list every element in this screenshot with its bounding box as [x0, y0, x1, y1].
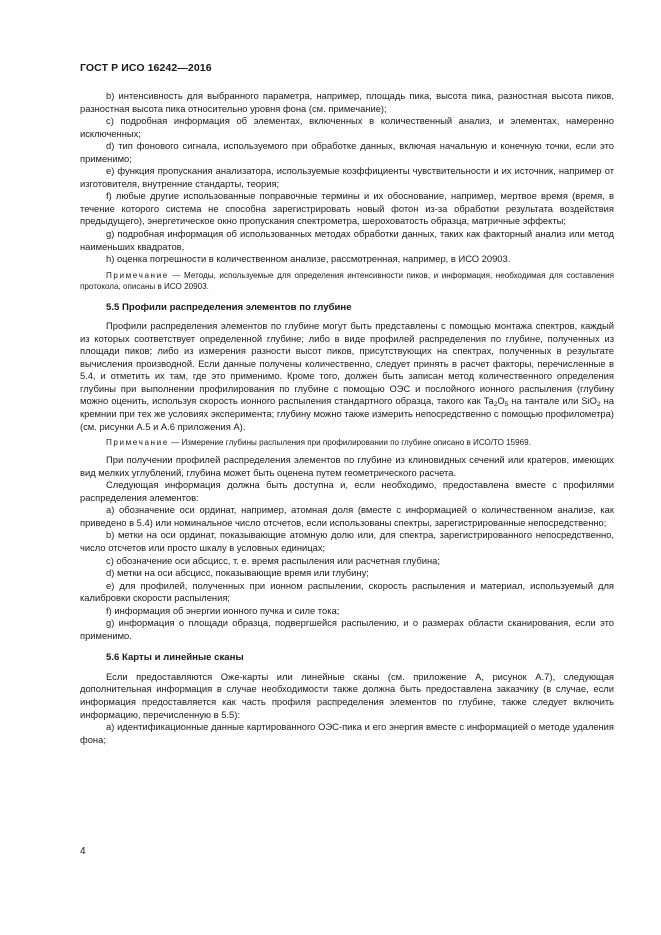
list-item: g) информация о площади образца, подвергшейся распылению, и о размерах области сканирования, если это применимо. — [80, 617, 614, 641]
document-body — [80, 90, 614, 746]
list-item: b) метки на оси ординат, показывающие атомную долю или, для спектра, зарегистрированного непосредственно, число отсчетов или просто шкалу в условных единицах; — [80, 529, 614, 553]
paragraph: Следующая информация должна быть доступна и, если необходимо, предоставлена вместе с профилями распределения элементов: — [80, 479, 614, 503]
list-item: h) оценка погрешности в количественном анализе, рассмотренная, например, в ИСО 20903. — [106, 253, 511, 265]
paragraph: Если предоставляются Оже-карты или линейные сканы (см. приложение А, рисунок А.7), следующая дополнительная информация в случае необходимости также должна быть предоставлена заказчику (в случае, если информация предоставляется как часть профиля распределения элементов по глубине, также следует включить информацию, перечисленную в 5.5): — [80, 670, 614, 720]
paragraph-text: Профили распределения элементов по глубине могут быть представлены с помощью монтажа спектров, каждый из которых соответствует определенной глубине; либо в виде профилей распределения по глубине, полученных из площади пиков; либо из измерения разности высот пиков, присутствующих на спектрах, полученных в результате вычисления производной. Если данные получены количественно, следует принять в расчет факторы, перечисленные в 5.4, и отметить их там, где это применимо. Кроме того, должен быть записан метод количественного определения глубины при выполнении профилирования по глубине с помощью ОЭС и послойного ионного распыления (глубину можно оценить, используя скорость ионного распыления стандартного образца, такого как Ta — [80, 320, 614, 407]
note — [80, 270, 614, 292]
list-item: e) для профилей, полученных при ионном распылении, скорость распыления и материал, используемый для калибровки скорости распыления; — [80, 579, 614, 604]
note-text: — Измерение глубины распыления при профилировании по глубине описано в ИСО/ТО 15969. — [168, 438, 531, 448]
page-number: 4 — [80, 846, 86, 857]
section-heading-5-6: 5.6 Карты и линейные сканы — [106, 652, 244, 664]
paragraph-text: на кремнии при тех же условиях эксперимента; глубину можно также измерить непосредственно с помощью профилометра) (см. рисунки А.5 и А.6 приложения А). — [80, 395, 614, 432]
note-text: — Методы, используемые для определения интенсивности пиков, и информация, необходимая для составления протокола, описаны в ИСО 20903. — [80, 270, 614, 291]
list-item: c) обозначение оси абсцисс, т. е. время распыления или расчетная глубина; — [106, 554, 440, 566]
subscript: 2 — [596, 401, 601, 409]
list-item: c) подробная информация об элементах, включенных в количественный анализ, и элементах, намеренно исключенных; — [80, 115, 614, 139]
list-item: a) идентификационные данные картированного ОЭС-пика и его энергия вместе с информацией о методе удаления фона; — [80, 721, 614, 745]
list-item: d) тип фонового сигнала, используемого при обработке данных, включая начальную и конечную точки, если это применимо; — [80, 140, 614, 164]
document-header: ГОСТ Р ИСО 16242—2016 — [80, 62, 212, 74]
list-item: a) обозначение оси ординат, например, атомная доля (вместе с информацией о количественном анализе, как приведено в 5.4) или номинальное число отсчетов, если использованы спектры, зарегистрированные непосредственно; — [80, 504, 614, 528]
list-item: b) интенсивность для выбранного параметра, например, площадь пика, высота пика, разностная высота пиков, разностная высота пика относительно уровня фона (см. примечание); — [80, 90, 614, 114]
paragraph: При получении профилей распределения элементов по глубине из клиновидных сечений или кратеров, имеющих вид мелких углублений, глубина может быть оценена путем геометрического расчета. — [80, 454, 614, 478]
note — [80, 437, 614, 448]
list-item: g) подробная информация об использованных методах обработки данных, таких как факторный анализ или метод наименьших квадратов, — [80, 228, 614, 252]
paragraph — [80, 320, 614, 433]
paragraph-text: O — [497, 395, 505, 407]
list-item: f) информация об энергии ионного пучка и силе тока; — [106, 604, 340, 616]
subscript: 5 — [504, 401, 509, 409]
paragraph-text: на тантале или SiO — [508, 395, 597, 407]
list-item: e) функция пропускания анализатора, используемые коэффициенты чувствительности и их источник, например от изготовителя, внутренние стандарты, теория; — [80, 165, 614, 189]
subscript: 2 — [493, 401, 498, 409]
list-item: d) метки на оси абсцисс, показывающие время или глубину; — [106, 567, 369, 579]
note-label: Примечание — [106, 270, 169, 280]
section-heading-5-5: 5.5 Профили распределения элементов по глубине — [106, 301, 352, 313]
list-item: f) любые другие использованные поправочные термины и их обоснование, например, мертвое время (время, в течение которого система не способна зарегистрировать новый фотон из-за обработки результата воздействия предыдущего), энергетическое окно пропускания спектрометра, шероховатость образца, матричные эффекты; — [80, 190, 614, 227]
note-label: Примечание — [106, 438, 169, 448]
